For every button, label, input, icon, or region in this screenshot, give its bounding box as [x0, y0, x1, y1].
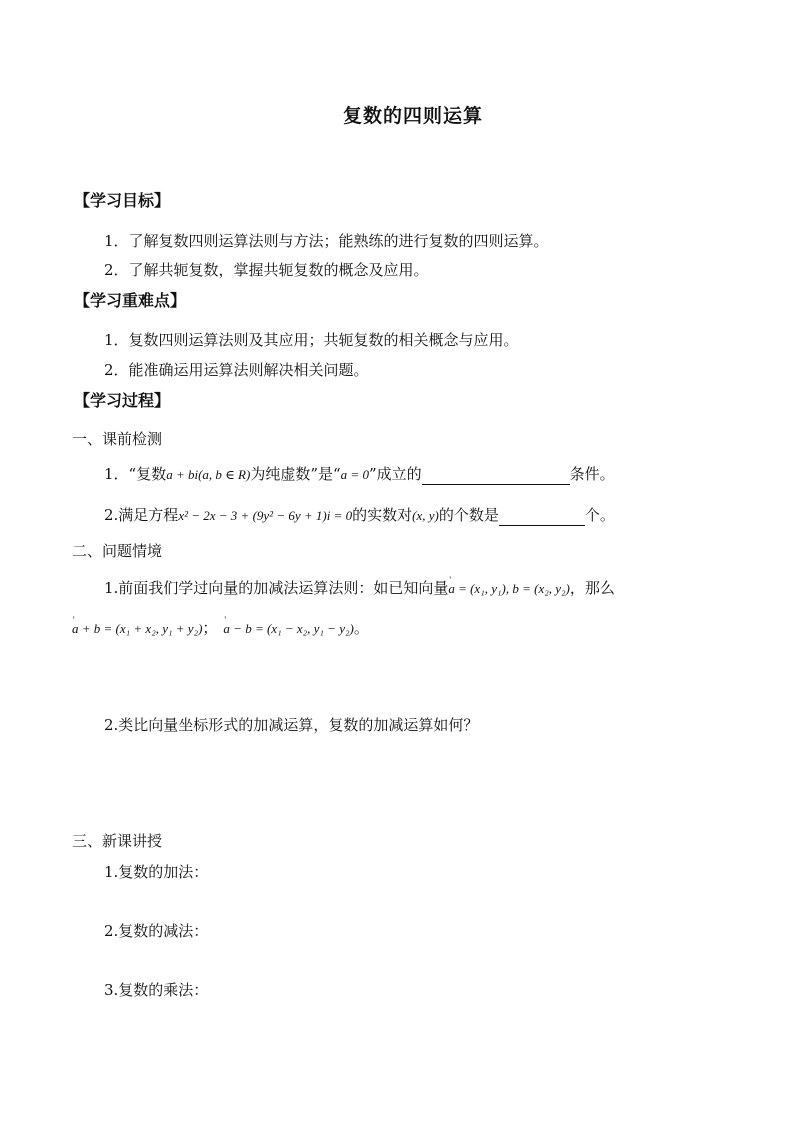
- q2-middle: 的实数对: [352, 506, 413, 524]
- q1-prefix: 1．“复数: [104, 465, 167, 483]
- question-1: [104, 464, 615, 485]
- vq1-end: 。: [353, 619, 369, 637]
- q2-prefix: 2.满足方程: [104, 506, 179, 524]
- q1-complex-expr: a + bi(a, b ∈ R): [166, 467, 251, 482]
- vector-sum: ' a + b = (x₁ + x₂, y₁ + y₂): [72, 619, 202, 639]
- q1-condition: a = 0: [340, 467, 369, 482]
- vector-question-2: 2.类比向量坐标形式的加减运算，复数的加减运算如何？: [104, 716, 479, 734]
- q1-middle: 为纯虚数”是“: [250, 465, 341, 483]
- process-heading: 【学习过程】: [74, 391, 171, 410]
- q2-before-blank: 的个数是: [438, 506, 499, 524]
- answer-blank[interactable]: [422, 470, 570, 485]
- q2-equation: x² − 2x − 3 + (9y² − 6y + 1)i = 0: [178, 508, 353, 523]
- answer-blank[interactable]: [499, 511, 585, 526]
- part1-heading: 一、课前检测: [72, 430, 163, 448]
- vector-definitions: ' a = (x₁, y₁), b = (x₂, y₂): [448, 579, 570, 599]
- key-points-heading: 【学习重难点】: [74, 291, 187, 310]
- vq1-suffix: ，那么: [569, 579, 615, 597]
- q2-suffix: 个。: [584, 506, 615, 524]
- lesson-item: 2.复数的减法：: [104, 922, 209, 940]
- part2-heading: 二、问题情境: [72, 542, 163, 560]
- q1-suffix: 条件。: [569, 465, 615, 483]
- goal-item: 2．了解共轭复数，掌握共轭复数的概念及应用。: [104, 261, 429, 279]
- goal-item: 1．了解复数四则运算法则与方法；能熟练的进行复数的四则运算。: [104, 232, 549, 250]
- vector-operations: [72, 618, 369, 639]
- goals-heading: 【学习目标】: [74, 191, 171, 210]
- vector-question-1: [104, 578, 615, 599]
- q1-suffix-before: ”成立的: [368, 465, 422, 483]
- lesson-item: 3.复数的乘法：: [104, 981, 209, 999]
- q2-pair: (x, y): [412, 508, 439, 523]
- question-2: [104, 505, 615, 526]
- key-point-item: 2．能准确运用运算法则解决相关问题。: [104, 361, 369, 379]
- page-title: 复数的四则运算: [343, 105, 484, 127]
- vq1-sep: ；: [202, 619, 218, 637]
- vector-difference: ' a − b = (x₁ − x₂, y₁ − y₂): [223, 619, 353, 639]
- vq1-prefix: 1.前面我们学过向量的加减法运算法则：如已知向量: [104, 579, 449, 597]
- key-point-item: 1．复数四则运算法则及其应用；共轭复数的相关概念与应用。: [104, 331, 519, 349]
- lesson-item: 1.复数的加法：: [104, 863, 209, 881]
- part3-heading: 三、新课讲授: [72, 832, 163, 850]
